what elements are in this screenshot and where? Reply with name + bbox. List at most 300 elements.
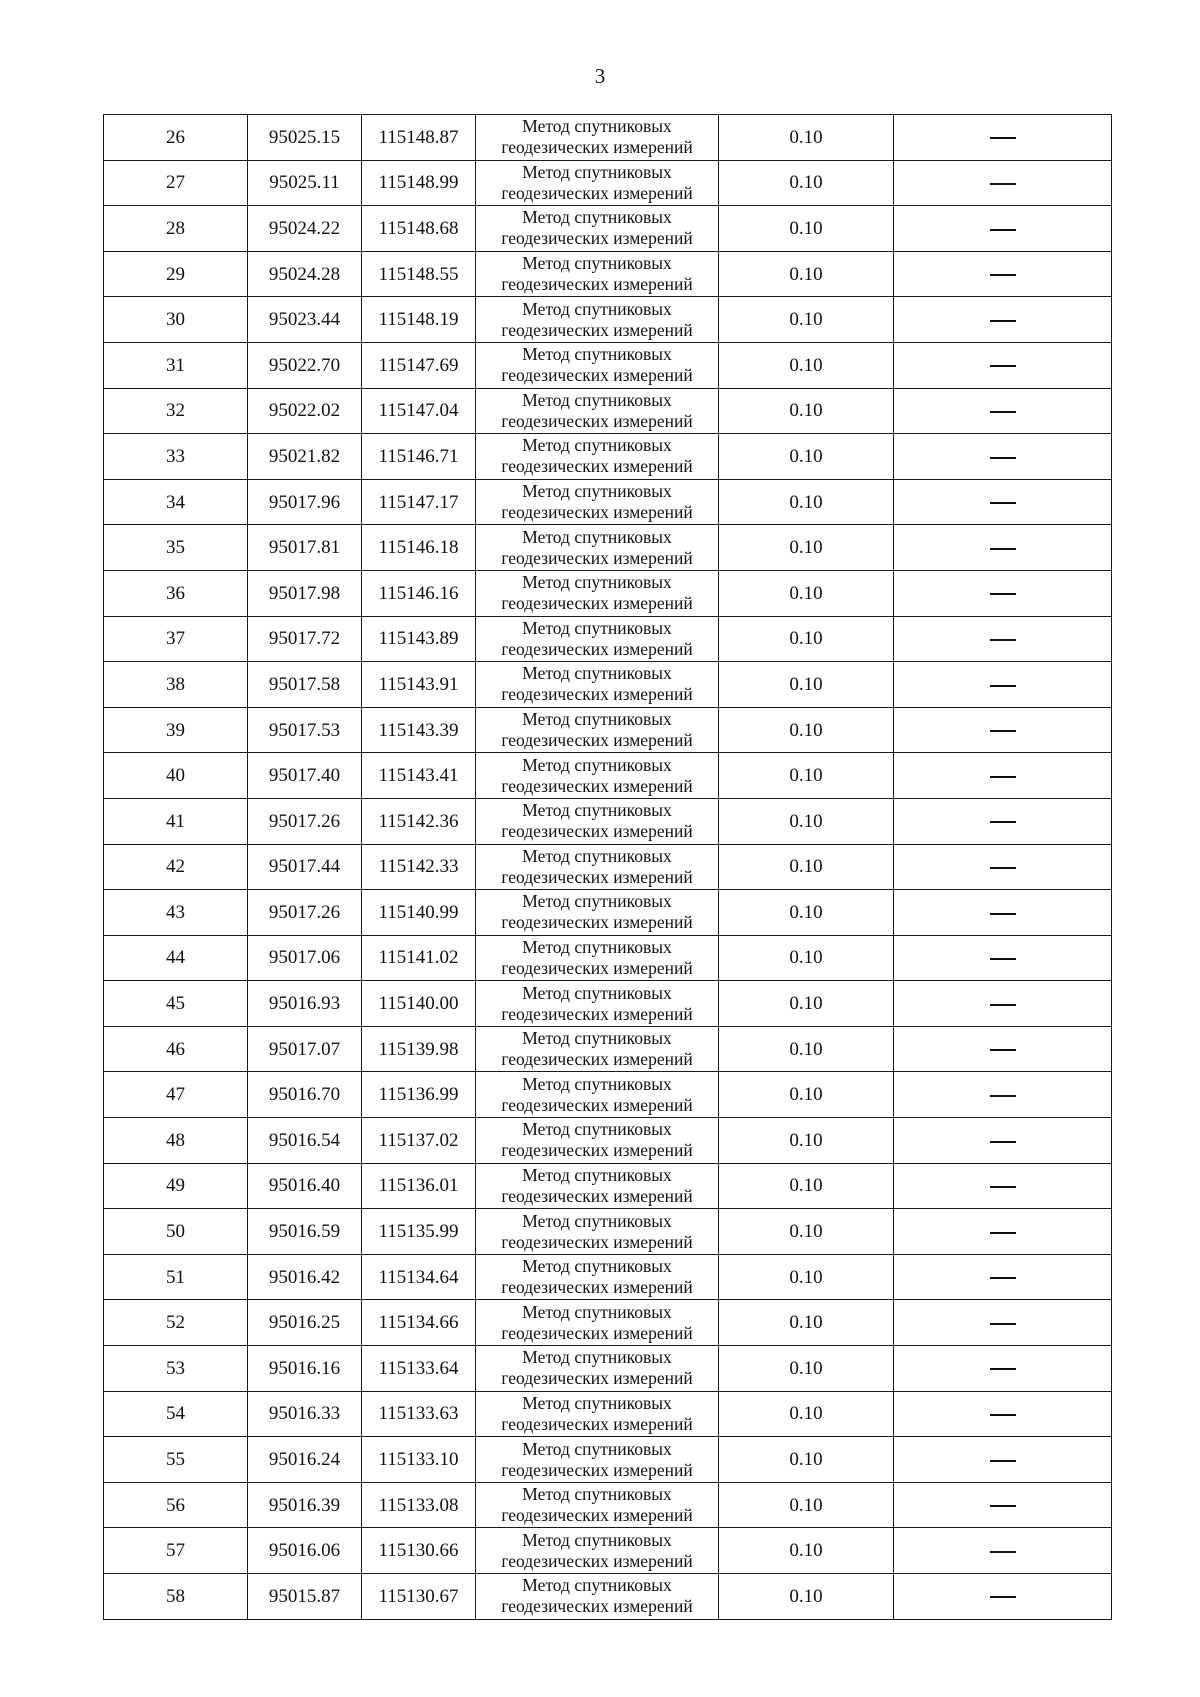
point-number-cell: 57 — [104, 1528, 248, 1574]
accuracy-cell: 0.10 — [719, 844, 894, 890]
point-number-cell: 39 — [104, 707, 248, 753]
point-number-cell: 37 — [104, 616, 248, 662]
accuracy-cell: 0.10 — [719, 1026, 894, 1072]
em-dash-mark — [990, 365, 1016, 367]
method-line-1: Метод спутниковых — [522, 845, 672, 866]
y-coordinate-cell: 115133.08 — [362, 1482, 476, 1528]
accuracy-cell: 0.10 — [719, 1163, 894, 1209]
accuracy-cell: 0.10 — [719, 525, 894, 571]
accuracy-cell: 0.10 — [719, 1209, 894, 1255]
method-line-2: геодезических измерений — [501, 274, 693, 295]
method-cell — [476, 1391, 719, 1437]
em-dash-mark — [990, 1049, 1016, 1051]
y-coordinate-cell: 115143.41 — [362, 753, 476, 799]
table-row — [104, 662, 1112, 708]
em-dash-mark — [990, 1323, 1016, 1325]
y-coordinate-cell: 115147.04 — [362, 388, 476, 434]
x-coordinate-cell: 95016.93 — [248, 981, 362, 1027]
method-line-1: Метод спутниковых — [522, 982, 672, 1003]
method-cell — [476, 1300, 719, 1346]
method-line-1: Метод спутниковых — [522, 1575, 672, 1596]
point-number-cell: 29 — [104, 251, 248, 297]
table-row — [104, 388, 1112, 434]
table-row — [104, 479, 1112, 525]
x-coordinate-cell: 95023.44 — [248, 297, 362, 343]
dash-cell — [894, 342, 1112, 388]
method-cell — [476, 890, 719, 936]
em-dash-mark — [990, 183, 1016, 185]
x-coordinate-cell: 95021.82 — [248, 434, 362, 480]
method-cell — [476, 1118, 719, 1164]
em-dash-mark — [990, 821, 1016, 823]
em-dash-mark — [990, 1141, 1016, 1143]
point-number-cell: 28 — [104, 206, 248, 252]
y-coordinate-cell: 115140.99 — [362, 890, 476, 936]
method-line-1: Метод спутниковых — [522, 1484, 672, 1505]
dash-cell — [894, 570, 1112, 616]
accuracy-cell: 0.10 — [719, 1482, 894, 1528]
method-line-1: Метод спутниковых — [522, 1529, 672, 1550]
method-line-1: Метод спутниковых — [522, 344, 672, 365]
point-number-cell: 56 — [104, 1482, 248, 1528]
em-dash-mark — [990, 502, 1016, 504]
point-number-cell: 58 — [104, 1574, 248, 1620]
table-row — [104, 1254, 1112, 1300]
method-line-2: геодезических измерений — [501, 1550, 693, 1571]
y-coordinate-cell: 115137.02 — [362, 1118, 476, 1164]
accuracy-cell: 0.10 — [719, 1437, 894, 1483]
accuracy-cell: 0.10 — [719, 1528, 894, 1574]
dash-cell — [894, 388, 1112, 434]
point-number-cell: 41 — [104, 798, 248, 844]
em-dash-mark — [990, 411, 1016, 413]
dash-cell — [894, 1118, 1112, 1164]
x-coordinate-cell: 95016.40 — [248, 1163, 362, 1209]
point-number-cell: 36 — [104, 570, 248, 616]
accuracy-cell: 0.10 — [719, 707, 894, 753]
x-coordinate-cell: 95017.53 — [248, 707, 362, 753]
coordinates-table — [103, 114, 1112, 1620]
method-line-2: геодезических измерений — [501, 821, 693, 842]
y-coordinate-cell: 115134.66 — [362, 1300, 476, 1346]
point-number-cell: 40 — [104, 753, 248, 799]
accuracy-cell: 0.10 — [719, 1072, 894, 1118]
x-coordinate-cell: 95025.11 — [248, 160, 362, 206]
point-number-cell: 55 — [104, 1437, 248, 1483]
method-cell — [476, 388, 719, 434]
method-line-1: Метод спутниковых — [522, 116, 672, 137]
em-dash-mark — [990, 913, 1016, 915]
method-line-1: Метод спутниковых — [522, 709, 672, 730]
method-line-1: Метод спутниковых — [522, 1438, 672, 1459]
accuracy-cell: 0.10 — [719, 479, 894, 525]
dash-cell — [894, 1437, 1112, 1483]
table-row — [104, 160, 1112, 206]
y-coordinate-cell: 115146.71 — [362, 434, 476, 480]
accuracy-cell: 0.10 — [719, 1574, 894, 1620]
em-dash-mark — [990, 867, 1016, 869]
method-line-2: геодезических измерений — [501, 1231, 693, 1252]
table-row — [104, 844, 1112, 890]
y-coordinate-cell: 115143.91 — [362, 662, 476, 708]
y-coordinate-cell: 115146.16 — [362, 570, 476, 616]
method-line-1: Метод спутниковых — [522, 207, 672, 228]
x-coordinate-cell: 95017.40 — [248, 753, 362, 799]
y-coordinate-cell: 115147.69 — [362, 342, 476, 388]
em-dash-mark — [990, 639, 1016, 641]
x-coordinate-cell: 95015.87 — [248, 1574, 362, 1620]
y-coordinate-cell: 115136.99 — [362, 1072, 476, 1118]
accuracy-cell: 0.10 — [719, 798, 894, 844]
method-line-1: Метод спутниковых — [522, 617, 672, 638]
x-coordinate-cell: 95016.16 — [248, 1346, 362, 1392]
table-row — [104, 1346, 1112, 1392]
dash-cell — [894, 798, 1112, 844]
table-row — [104, 935, 1112, 981]
y-coordinate-cell: 115133.64 — [362, 1346, 476, 1392]
method-line-2: геодезических измерений — [501, 182, 693, 203]
method-cell — [476, 1254, 719, 1300]
dash-cell — [894, 115, 1112, 161]
accuracy-cell: 0.10 — [719, 1254, 894, 1300]
x-coordinate-cell: 95016.25 — [248, 1300, 362, 1346]
point-number-cell: 32 — [104, 388, 248, 434]
em-dash-mark — [990, 457, 1016, 459]
x-coordinate-cell: 95016.42 — [248, 1254, 362, 1300]
method-line-2: геодезических измерений — [501, 228, 693, 249]
table-body — [104, 115, 1112, 1620]
method-line-1: Метод спутниковых — [522, 1073, 672, 1094]
y-coordinate-cell: 115148.19 — [362, 297, 476, 343]
dash-cell — [894, 616, 1112, 662]
method-line-1: Метод спутниковых — [522, 1119, 672, 1140]
method-line-2: геодезических измерений — [501, 365, 693, 386]
accuracy-cell: 0.10 — [719, 616, 894, 662]
dash-cell — [894, 1254, 1112, 1300]
method-line-1: Метод спутниковых — [522, 1256, 672, 1277]
method-line-1: Метод спутниковых — [522, 891, 672, 912]
table-row — [104, 1574, 1112, 1620]
method-cell — [476, 570, 719, 616]
method-line-1: Метод спутниковых — [522, 754, 672, 775]
y-coordinate-cell: 115146.18 — [362, 525, 476, 571]
method-line-1: Метод спутниковых — [522, 526, 672, 547]
method-line-1: Метод спутниковых — [522, 481, 672, 502]
x-coordinate-cell: 95022.70 — [248, 342, 362, 388]
y-coordinate-cell: 115148.87 — [362, 115, 476, 161]
method-line-1: Метод спутниковых — [522, 1347, 672, 1368]
method-line-2: геодезических измерений — [501, 456, 693, 477]
method-line-2: геодезических измерений — [501, 1185, 693, 1206]
method-cell — [476, 206, 719, 252]
em-dash-mark — [990, 1004, 1016, 1006]
em-dash-mark — [990, 1551, 1016, 1553]
x-coordinate-cell: 95017.26 — [248, 798, 362, 844]
em-dash-mark — [990, 1277, 1016, 1279]
em-dash-mark — [990, 1414, 1016, 1416]
table-row — [104, 1300, 1112, 1346]
method-line-1: Метод спутниковых — [522, 298, 672, 319]
dash-cell — [894, 1072, 1112, 1118]
point-number-cell: 46 — [104, 1026, 248, 1072]
y-coordinate-cell: 115130.67 — [362, 1574, 476, 1620]
dash-cell — [894, 890, 1112, 936]
y-coordinate-cell: 115135.99 — [362, 1209, 476, 1255]
table-row — [104, 1482, 1112, 1528]
dash-cell — [894, 1209, 1112, 1255]
method-line-2: геодезических измерений — [501, 866, 693, 887]
x-coordinate-cell: 95022.02 — [248, 388, 362, 434]
accuracy-cell: 0.10 — [719, 1346, 894, 1392]
table-row — [104, 206, 1112, 252]
method-line-1: Метод спутниковых — [522, 1392, 672, 1413]
dash-cell — [894, 981, 1112, 1027]
method-line-1: Метод спутниковых — [522, 572, 672, 593]
method-cell — [476, 160, 719, 206]
method-cell — [476, 1346, 719, 1392]
method-cell — [476, 1437, 719, 1483]
accuracy-cell: 0.10 — [719, 935, 894, 981]
accuracy-cell: 0.10 — [719, 160, 894, 206]
method-line-2: геодезических измерений — [501, 410, 693, 431]
accuracy-cell: 0.10 — [719, 206, 894, 252]
method-line-2: геодезических измерений — [501, 957, 693, 978]
table-row — [104, 798, 1112, 844]
y-coordinate-cell: 115147.17 — [362, 479, 476, 525]
y-coordinate-cell: 115136.01 — [362, 1163, 476, 1209]
y-coordinate-cell: 115130.66 — [362, 1528, 476, 1574]
dash-cell — [894, 525, 1112, 571]
method-line-1: Метод спутниковых — [522, 1164, 672, 1185]
y-coordinate-cell: 115139.98 — [362, 1026, 476, 1072]
y-coordinate-cell: 115133.63 — [362, 1391, 476, 1437]
method-cell — [476, 981, 719, 1027]
x-coordinate-cell: 95017.96 — [248, 479, 362, 525]
method-cell — [476, 1528, 719, 1574]
em-dash-mark — [990, 1232, 1016, 1234]
table-row — [104, 753, 1112, 799]
y-coordinate-cell: 115140.00 — [362, 981, 476, 1027]
method-cell — [476, 479, 719, 525]
method-cell — [476, 662, 719, 708]
point-number-cell: 48 — [104, 1118, 248, 1164]
x-coordinate-cell: 95024.22 — [248, 206, 362, 252]
table-row — [104, 342, 1112, 388]
x-coordinate-cell: 95016.70 — [248, 1072, 362, 1118]
method-line-2: геодезических измерений — [501, 593, 693, 614]
method-cell — [476, 251, 719, 297]
em-dash-mark — [990, 1460, 1016, 1462]
point-number-cell: 54 — [104, 1391, 248, 1437]
accuracy-cell: 0.10 — [719, 251, 894, 297]
y-coordinate-cell: 115143.89 — [362, 616, 476, 662]
x-coordinate-cell: 95016.24 — [248, 1437, 362, 1483]
method-line-2: геодезических измерений — [501, 319, 693, 340]
table-row — [104, 115, 1112, 161]
y-coordinate-cell: 115134.64 — [362, 1254, 476, 1300]
table-row — [104, 251, 1112, 297]
method-line-2: геодезических измерений — [501, 547, 693, 568]
method-cell — [476, 1072, 719, 1118]
em-dash-mark — [990, 958, 1016, 960]
em-dash-mark — [990, 1095, 1016, 1097]
method-line-2: геодезических измерений — [501, 730, 693, 751]
x-coordinate-cell: 95024.28 — [248, 251, 362, 297]
method-line-2: геодезических измерений — [501, 912, 693, 933]
method-line-2: геодезических измерений — [501, 1094, 693, 1115]
em-dash-mark — [990, 1596, 1016, 1598]
accuracy-cell: 0.10 — [719, 662, 894, 708]
method-cell — [476, 1163, 719, 1209]
method-cell — [476, 434, 719, 480]
x-coordinate-cell: 95016.54 — [248, 1118, 362, 1164]
method-line-2: геодезических измерений — [501, 638, 693, 659]
dash-cell — [894, 206, 1112, 252]
method-cell — [476, 115, 719, 161]
method-line-1: Метод спутниковых — [522, 435, 672, 456]
page-number: 3 — [594, 64, 606, 88]
method-cell — [476, 342, 719, 388]
table-row — [104, 1209, 1112, 1255]
accuracy-cell: 0.10 — [719, 434, 894, 480]
method-line-2: геодезических измерений — [501, 137, 693, 158]
point-number-cell: 42 — [104, 844, 248, 890]
point-number-cell: 49 — [104, 1163, 248, 1209]
em-dash-mark — [990, 1505, 1016, 1507]
method-cell — [476, 707, 719, 753]
table-row — [104, 1163, 1112, 1209]
table-row — [104, 1026, 1112, 1072]
method-line-1: Метод спутниковых — [522, 389, 672, 410]
x-coordinate-cell: 95017.58 — [248, 662, 362, 708]
y-coordinate-cell: 115148.68 — [362, 206, 476, 252]
method-cell — [476, 1482, 719, 1528]
method-line-2: геодезических измерений — [501, 1596, 693, 1617]
table-row — [104, 1391, 1112, 1437]
dash-cell — [894, 251, 1112, 297]
dash-cell — [894, 707, 1112, 753]
y-coordinate-cell: 115148.99 — [362, 160, 476, 206]
dash-cell — [894, 753, 1112, 799]
em-dash-mark — [990, 685, 1016, 687]
dash-cell — [894, 160, 1112, 206]
y-coordinate-cell: 115142.33 — [362, 844, 476, 890]
method-cell — [476, 753, 719, 799]
method-line-2: геодезических измерений — [501, 1003, 693, 1024]
point-number-cell: 30 — [104, 297, 248, 343]
method-cell — [476, 1026, 719, 1072]
y-coordinate-cell: 115148.55 — [362, 251, 476, 297]
table-row — [104, 1528, 1112, 1574]
table-row — [104, 297, 1112, 343]
method-line-2: геодезических измерений — [501, 1277, 693, 1298]
em-dash-mark — [990, 730, 1016, 732]
x-coordinate-cell: 95017.72 — [248, 616, 362, 662]
method-line-2: геодезических измерений — [501, 1368, 693, 1389]
dash-cell — [894, 434, 1112, 480]
em-dash-mark — [990, 320, 1016, 322]
accuracy-cell: 0.10 — [719, 388, 894, 434]
em-dash-mark — [990, 1368, 1016, 1370]
method-line-1: Метод спутниковых — [522, 1301, 672, 1322]
accuracy-cell: 0.10 — [719, 1118, 894, 1164]
method-line-2: геодезических измерений — [501, 502, 693, 523]
point-number-cell: 38 — [104, 662, 248, 708]
y-coordinate-cell: 115133.10 — [362, 1437, 476, 1483]
dash-cell — [894, 1163, 1112, 1209]
point-number-cell: 51 — [104, 1254, 248, 1300]
table-row — [104, 981, 1112, 1027]
method-line-2: геодезических измерений — [501, 775, 693, 796]
dash-cell — [894, 297, 1112, 343]
table-row — [104, 1072, 1112, 1118]
em-dash-mark — [990, 274, 1016, 276]
method-line-2: геодезических измерений — [501, 1049, 693, 1070]
method-line-2: геодезических измерений — [501, 1505, 693, 1526]
table-row — [104, 434, 1112, 480]
y-coordinate-cell: 115142.36 — [362, 798, 476, 844]
dash-cell — [894, 1026, 1112, 1072]
dash-cell — [894, 479, 1112, 525]
point-number-cell: 44 — [104, 935, 248, 981]
x-coordinate-cell: 95017.98 — [248, 570, 362, 616]
point-number-cell: 35 — [104, 525, 248, 571]
method-line-1: Метод спутниковых — [522, 800, 672, 821]
accuracy-cell: 0.10 — [719, 753, 894, 799]
dash-cell — [894, 662, 1112, 708]
method-cell — [476, 297, 719, 343]
x-coordinate-cell: 95017.07 — [248, 1026, 362, 1072]
method-cell — [476, 616, 719, 662]
dash-cell — [894, 1346, 1112, 1392]
dash-cell — [894, 1528, 1112, 1574]
x-coordinate-cell: 95017.81 — [248, 525, 362, 571]
method-line-2: геодезических измерений — [501, 1140, 693, 1161]
x-coordinate-cell: 95016.33 — [248, 1391, 362, 1437]
accuracy-cell: 0.10 — [719, 115, 894, 161]
table-row — [104, 525, 1112, 571]
dash-cell — [894, 844, 1112, 890]
accuracy-cell: 0.10 — [719, 981, 894, 1027]
point-number-cell: 31 — [104, 342, 248, 388]
method-cell — [476, 798, 719, 844]
point-number-cell: 43 — [104, 890, 248, 936]
x-coordinate-cell: 95025.15 — [248, 115, 362, 161]
dash-cell — [894, 1482, 1112, 1528]
point-number-cell: 47 — [104, 1072, 248, 1118]
accuracy-cell: 0.10 — [719, 342, 894, 388]
x-coordinate-cell: 95017.26 — [248, 890, 362, 936]
em-dash-mark — [990, 137, 1016, 139]
method-line-2: геодезических измерений — [501, 1413, 693, 1434]
method-line-2: геодезических измерений — [501, 1322, 693, 1343]
accuracy-cell: 0.10 — [719, 1300, 894, 1346]
table-row — [104, 570, 1112, 616]
em-dash-mark — [990, 548, 1016, 550]
accuracy-cell: 0.10 — [719, 297, 894, 343]
point-number-cell: 34 — [104, 479, 248, 525]
em-dash-mark — [990, 776, 1016, 778]
method-line-1: Метод спутниковых — [522, 1028, 672, 1049]
method-cell — [476, 525, 719, 571]
accuracy-cell: 0.10 — [719, 890, 894, 936]
method-cell — [476, 1574, 719, 1620]
accuracy-cell: 0.10 — [719, 570, 894, 616]
em-dash-mark — [990, 593, 1016, 595]
x-coordinate-cell: 95016.59 — [248, 1209, 362, 1255]
table-row — [104, 616, 1112, 662]
method-line-1: Метод спутниковых — [522, 1210, 672, 1231]
